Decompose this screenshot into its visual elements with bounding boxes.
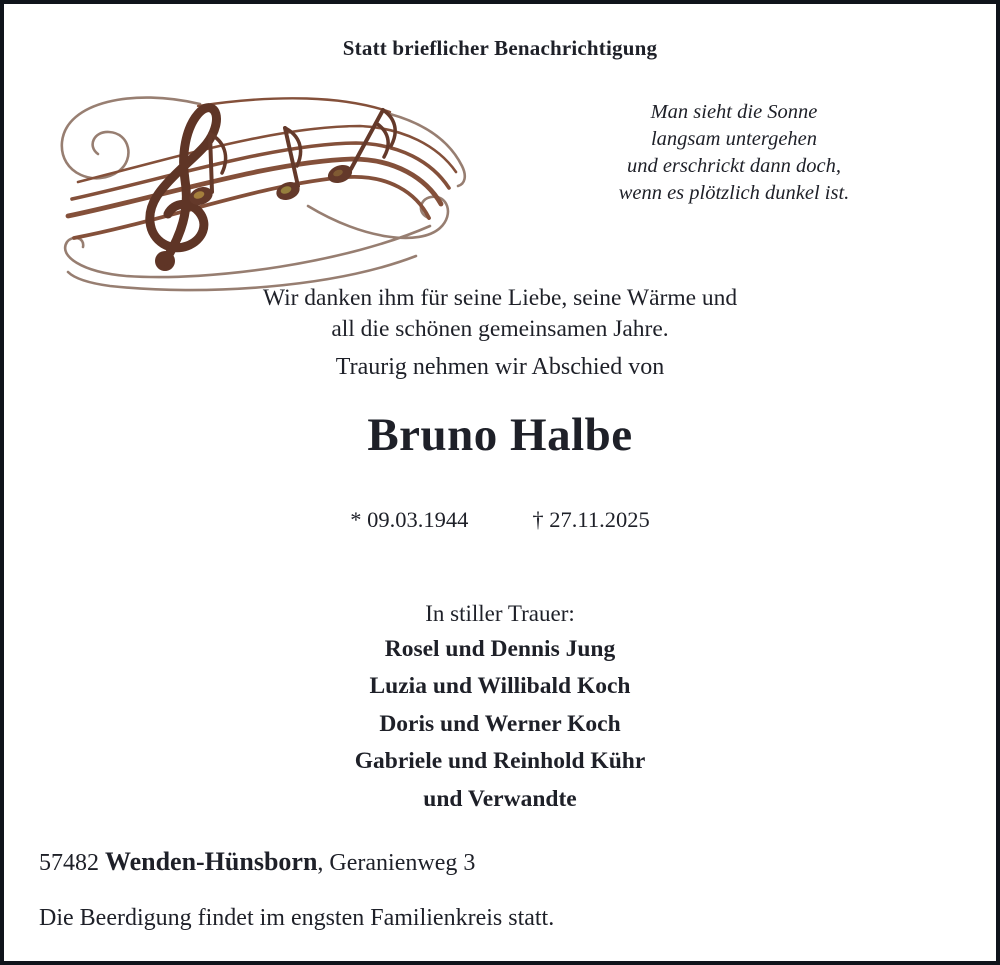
mourner-name: und Verwandte bbox=[423, 785, 577, 812]
mourner-name: Gabriele und Reinhold Kühr bbox=[354, 748, 646, 775]
mourner-name: Doris und Werner Koch bbox=[379, 710, 621, 737]
swirl-flourishes bbox=[62, 98, 465, 291]
poem-line: wenn es plötzlich dunkel ist. bbox=[618, 182, 850, 204]
death-date: † 27.11.2025 bbox=[532, 507, 650, 532]
poem bbox=[584, 99, 884, 207]
mourning-heading: In stiller Trauer: bbox=[425, 601, 575, 626]
music-staff-illustration-svg bbox=[38, 88, 470, 292]
poem-line: langsam untergehen bbox=[650, 128, 818, 150]
tribute-line: all die schönen gemeinsamen Jahre. bbox=[331, 316, 669, 342]
tribute-line: Wir danken ihm für seine Liebe, seine Wärme und bbox=[262, 285, 738, 311]
staff-lines bbox=[68, 98, 456, 238]
address-line bbox=[39, 847, 475, 877]
birth-date: * 09.03.1944 bbox=[350, 507, 469, 532]
preamble-line: Statt brieflicher Benachrichtigung bbox=[342, 36, 658, 60]
mourner-name: Rosel und Dennis Jung bbox=[384, 636, 616, 662]
mourners-list bbox=[4, 631, 996, 818]
poem-line: Man sieht die Sonne bbox=[650, 101, 818, 123]
life-dates bbox=[4, 507, 996, 533]
tribute-text bbox=[4, 283, 996, 345]
poem-line: und erschrickt dann doch, bbox=[626, 155, 842, 177]
mourner-name: Luzia und Willibald Koch bbox=[369, 673, 631, 700]
funeral-info-line: Die Beerdigung findet im engsten Familienkreis statt. bbox=[39, 905, 555, 931]
music-staff-illustration bbox=[38, 88, 470, 292]
city-name: Wenden-Hünsborn bbox=[105, 847, 318, 876]
farewell-line: Traurig nehmen wir Abschied von bbox=[335, 354, 665, 380]
postal-code: 57482 bbox=[39, 850, 99, 876]
deceased-name: Bruno Halbe bbox=[367, 409, 633, 461]
street: , Geranienweg 3 bbox=[317, 850, 476, 876]
